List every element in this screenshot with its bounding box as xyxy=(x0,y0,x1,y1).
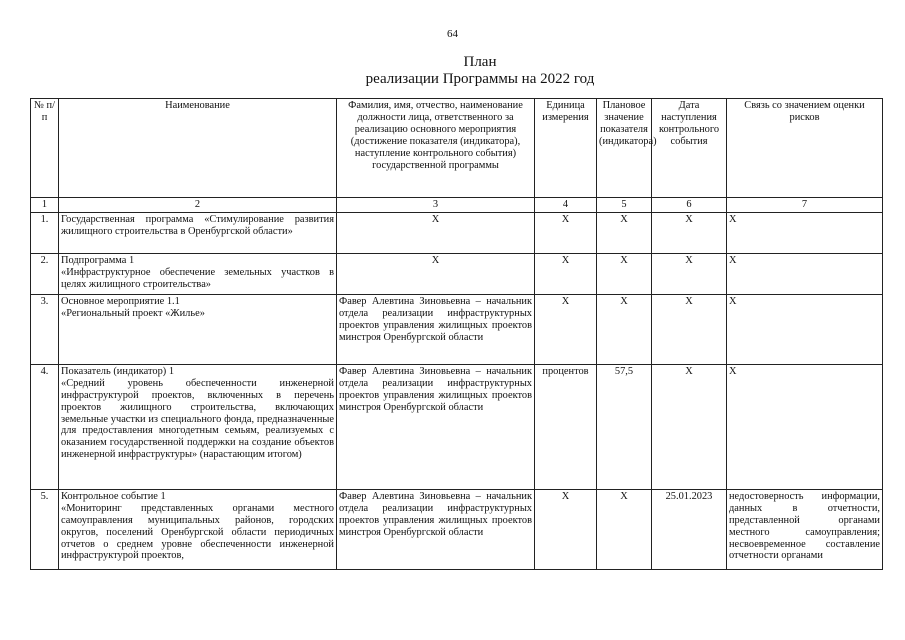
row-plan-value: X xyxy=(597,489,652,569)
row-name-cell xyxy=(59,294,337,364)
table-row xyxy=(31,212,883,253)
row-risk: X xyxy=(727,212,883,253)
header-no: № п/п xyxy=(31,99,59,198)
table-row xyxy=(31,253,883,294)
row-name: Государственная программа «Стимулирование развития жилищного строительства в Оренбургской области» xyxy=(59,212,337,253)
row-name-cell xyxy=(59,489,337,569)
page-number: 64 xyxy=(447,28,458,40)
header-unit: Единица измерения xyxy=(535,99,597,198)
row-responsible: Фавер Алевтина Зиновьевна – начальник отдела реализации инфраструктурных проектов управления жилищных проектов минстроя Оренбургской области xyxy=(337,294,535,364)
row-name-title: Контрольное событие 1 xyxy=(61,490,166,502)
row-responsible: X xyxy=(337,253,535,294)
row-date: X xyxy=(652,294,727,364)
header-responsible: Фамилия, имя, отчество, наименование должности лица, ответственного за реализацию основного мероприятия (достижение показателя (индикатора), наступление контрольного события) государственной программы xyxy=(337,99,535,198)
row-plan-value: X xyxy=(597,294,652,364)
row-responsible: X xyxy=(337,212,535,253)
header-risk: Связь со значением оценки рисков xyxy=(727,99,883,198)
table-row xyxy=(31,489,883,569)
column-number: 6 xyxy=(652,198,727,213)
row-name-cell xyxy=(59,253,337,294)
row-name-title: Показатель (индикатор) 1 xyxy=(61,365,175,377)
row-risk: X xyxy=(727,294,883,364)
row-responsible: Фавер Алевтина Зиновьевна – начальник отдела реализации инфраструктурных проектов управления жилищных проектов минстроя Оренбургской области xyxy=(337,364,535,489)
table-row xyxy=(31,294,883,364)
row-number: 4. xyxy=(31,364,59,489)
row-plan-value: X xyxy=(597,253,652,294)
header-name: Наименование xyxy=(59,99,337,198)
header-plan-value: Плановое значение показателя (индикатора) xyxy=(597,99,652,198)
column-number: 2 xyxy=(59,198,337,213)
column-number-row xyxy=(31,198,883,213)
row-name: «Инфраструктурное обеспечение земельных участков в целях жилищного строительства» xyxy=(61,266,334,290)
row-plan-value: X xyxy=(597,212,652,253)
column-number: 3 xyxy=(337,198,535,213)
document-title: План xyxy=(463,54,497,70)
row-number: 2. xyxy=(31,253,59,294)
row-number: 1. xyxy=(31,212,59,253)
row-risk: X xyxy=(727,364,883,489)
row-risk: недостоверность информации, данных в отчетности, представленной органами местного самоуправления; несвоевременное составление отчетности органами xyxy=(727,489,883,569)
table-row xyxy=(31,364,883,489)
column-number: 4 xyxy=(535,198,597,213)
row-unit: X xyxy=(535,489,597,569)
row-unit: процентов xyxy=(535,364,597,489)
row-number: 5. xyxy=(31,489,59,569)
row-number: 3. xyxy=(31,294,59,364)
row-name: «Региональный проект «Жилье» xyxy=(61,307,205,319)
row-date: X xyxy=(652,364,727,489)
column-number: 5 xyxy=(597,198,652,213)
column-number: 1 xyxy=(31,198,59,213)
row-risk: X xyxy=(727,253,883,294)
row-name-title: Подпрограмма 1 xyxy=(61,254,135,266)
row-name-cell xyxy=(59,364,337,489)
header-row xyxy=(31,99,883,198)
row-date: X xyxy=(652,253,727,294)
row-name: «Средний уровень обеспеченности инженерной инфраструктурой проектов, включенных в перечень проектов жилищного строительства, включающих земельные участки из специального фонда, предназначенные для предоставления многодетным семьям, реализуемых с оказанием государственной поддержки на создание объектов инженерной инфраструктуры» (нарастающим итогом) xyxy=(61,377,334,461)
document-subtitle: реализации Программы на 2022 год xyxy=(365,71,595,87)
row-unit: X xyxy=(535,294,597,364)
header-event-date: Дата наступления контрольного события xyxy=(652,99,727,198)
row-plan-value: 57,5 xyxy=(597,364,652,489)
row-responsible: Фавер Алевтина Зиновьевна – начальник отдела реализации инфраструктурных проектов управления жилищных проектов минстроя Оренбургской области xyxy=(337,489,535,569)
plan-table xyxy=(30,98,883,570)
row-unit: X xyxy=(535,253,597,294)
row-name-title: Основное мероприятие 1.1 xyxy=(61,295,180,307)
row-name: «Мониторинг представленных органами местного самоуправления муниципальных районов, городских округов, поселений Оренбургской области периодичных отчетов о среднем уровне обеспеченности инженерной инфраструктурой проектов, xyxy=(61,502,334,562)
row-date: 25.01.2023 xyxy=(652,489,727,569)
row-unit: X xyxy=(535,212,597,253)
column-number: 7 xyxy=(727,198,883,213)
row-date: X xyxy=(652,212,727,253)
